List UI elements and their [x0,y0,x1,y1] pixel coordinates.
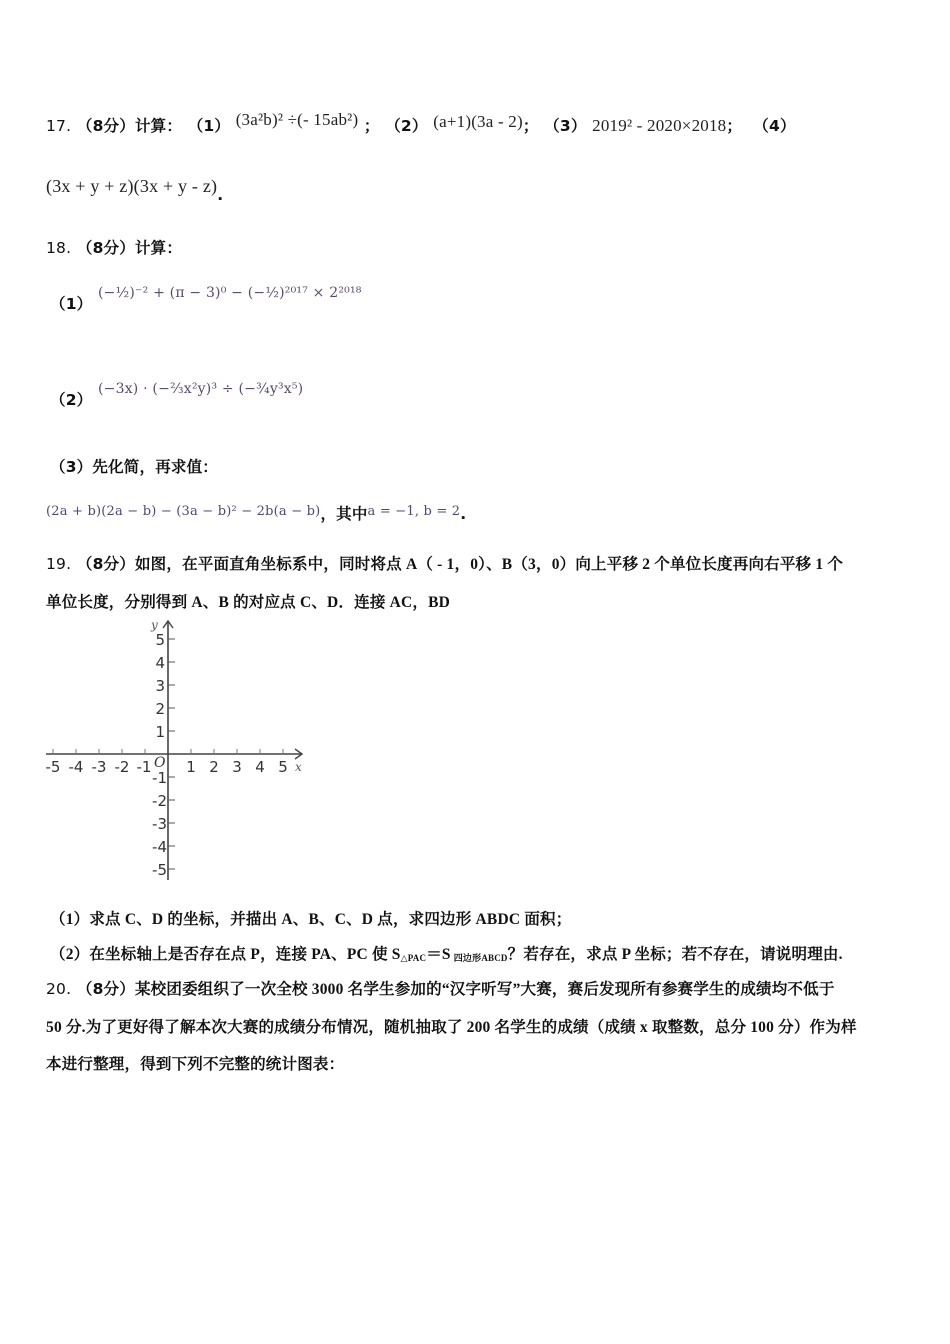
svg-text:4: 4 [155,654,165,672]
q18-p3-label: （3） [50,458,93,476]
q18-score: （8分） [76,239,135,257]
q17-number: 17. [46,117,72,135]
svg-text:2: 2 [155,700,165,718]
q19-text-line1: 如图，在平面直角坐标系中，同时将点 A（ - 1，0）、B（3，0）向上平移 2 个单位长度再向右平移 1 个 [134,556,844,573]
q17-score: （8分） [76,117,135,135]
svg-text:1: 1 [186,758,196,776]
q20-line3: 本进行整理，得到下列不完整的统计图表： [46,1056,345,1073]
svg-text:-1: -1 [136,758,152,776]
svg-text:-2: -2 [114,758,130,776]
q17-p1-expr: (3a²b)² ÷(- 15ab²) [235,110,359,129]
q17-p3-expr: 2019² - 2020×2018 [592,116,727,135]
y-axis-label: y [151,618,158,632]
q19-line1 [46,552,843,574]
svg-text:-2: -2 [152,792,167,810]
q20-line2: 50 分.为了更好得了解本次大赛的成绩分布情况，随机抽取了 200 名学生的成绩（成绩 x 取整数，总分 100 分）作为样 [46,1019,857,1036]
separator: ； [726,117,743,135]
q18-p1-label: （1） [50,295,93,313]
q18-p3-expr-line [46,498,467,523]
q19-line2: 单位长度，分别得到 A、B 的对应点 C、D．连接 AC，BD [46,594,451,611]
q18-p2-label: （2） [50,391,93,409]
x-axis-label: x [295,760,302,774]
q19-sub1: （1）求点 C、D 的坐标，并描出 A、B、C、D 点，求四边形 ABDC 面积； [50,911,572,928]
origin-label: O [154,755,166,771]
q18-p3-title: 先化简，再求值： [92,458,218,476]
q17-title: 计算： [134,117,183,135]
q18-p3-expr: (2a + b)(2a − b) − (3a − b)² − 2b(a − b) [46,504,321,519]
q18-p2-expr: (−3x) · (−⅔x²y)³ ÷ (−¾y³x⁵) [98,381,304,397]
svg-text:-5: -5 [45,758,61,776]
svg-text:-1: -1 [152,769,167,787]
svg-text:3: 3 [232,758,242,776]
q19-sub2-eq: ＝S [426,946,451,963]
svg-text:5: 5 [155,631,165,649]
svg-text:2: 2 [209,758,219,776]
svg-text:-4: -4 [152,838,167,856]
svg-text:-3: -3 [152,815,167,833]
svg-text:4: 4 [255,758,265,776]
q20-line1 [46,977,835,999]
q19-sub2-text-a: （2）在坐标轴上是否存在点 P，连接 PA、PC 使 S [50,946,401,963]
q19-score: （8分） [76,555,135,573]
q17-p3-label: （3） [544,117,587,135]
q19-number: 19. [46,555,72,573]
svg-text:-5: -5 [152,861,167,879]
q17-p4-expr: (3x + y + z)(3x + y - z) [46,176,218,196]
separator: ； [363,117,380,135]
q20-score: （8分） [76,980,135,998]
q19-sub2-subscript-pac: △PAC [400,953,427,963]
separator: ； [522,117,539,135]
q20-number: 20. [46,980,72,998]
q17-line2 [46,176,224,204]
q19-sub2-text-b: ？若存在，求点 P 坐标；若不存在，请说明理由. [507,946,843,963]
q20-text-line1: 某校团委组织了一次全校 3000 名学生参加的“汉字听写”大赛，赛后发现所有参赛学生的成绩均不低于 [134,981,835,998]
q17-line1 [46,110,796,136]
q19-sub2 [50,942,843,964]
q17-p1-label: （1） [187,117,231,135]
q18-p3-heading [50,455,218,477]
q19-sub2-subscript-abcd: 四边形ABCD [453,953,508,963]
svg-text:3: 3 [155,677,165,695]
q17-p4-label: （4） [753,117,796,135]
q18-p1 [50,280,362,313]
q18-p3-where: ，其中 [320,505,368,523]
q17-p2-expr: (a+1)(3a - 2) [433,112,523,131]
q18-p2 [50,376,304,409]
svg-text:-3: -3 [91,758,107,776]
period: . [217,186,224,204]
q18-heading [46,236,182,258]
svg-text:5: 5 [278,758,288,776]
q18-p3-values: a = −1, b = 2 [367,504,461,519]
period: . [460,505,467,523]
q18-p1-expr: (−½)⁻² + (π − 3)⁰ − (−½)²⁰¹⁷ × 2²⁰¹⁸ [98,285,362,301]
svg-text:1: 1 [155,723,165,741]
q17-p2-label: （2） [385,117,428,135]
q18-title: 计算： [134,239,183,257]
svg-text:-4: -4 [68,758,84,776]
q18-number: 18. [46,239,72,257]
coordinate-plane [40,615,320,890]
